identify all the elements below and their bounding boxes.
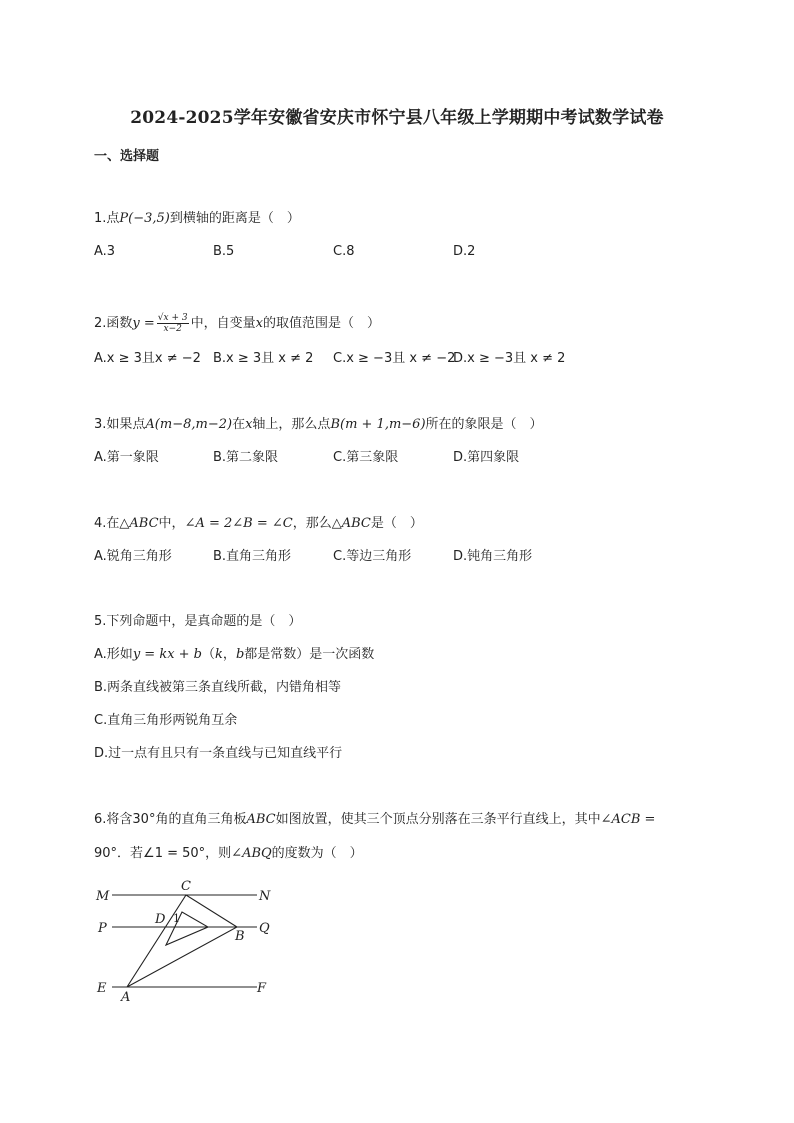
question-1-stem <box>94 210 300 228</box>
q2-option-d: D.x ≥ −3且 x ≠ 2 <box>453 351 566 366</box>
q3-option-a: A.第一象限 <box>94 450 159 465</box>
q2-fraction <box>157 313 189 334</box>
label-f: F <box>257 981 267 996</box>
q6-text-a: 6.将含30°角的直角三角板 <box>94 812 247 827</box>
q5-opt-a-math: y = kx + b <box>132 647 203 662</box>
q4-math-abc-2: ABC <box>341 516 371 531</box>
q5-option-d: D.过一点有且只有一条直线与已知直线平行 <box>94 746 343 761</box>
q2-text-c: 的取值范围是（ ） <box>262 316 380 331</box>
q6-math-abc: ABC <box>246 812 276 827</box>
q6-text-b: 如图放置，使其三个顶点分别落在三条平行直线上，其中 <box>275 812 601 827</box>
question-6-stem-line1 <box>94 811 655 829</box>
q5-opt-a-text-c: ， <box>222 647 236 662</box>
label-e: E <box>97 981 107 996</box>
q5-option-c: C.直角三角形两锐角互余 <box>94 713 238 728</box>
q3-text-b: 在 <box>232 417 246 432</box>
q2-option-c: C.x ≥ −3且 x ≠ −2 <box>333 351 456 366</box>
section-heading: 一、选择题 <box>94 149 160 164</box>
q4-text-a: 4.在△ <box>94 516 130 531</box>
question-6-stem-line2 <box>94 845 363 863</box>
q1-math: P(−3,5) <box>119 211 170 226</box>
q2-fraction-numerator: √x + 3 <box>157 313 188 323</box>
q1-option-c: C.8 <box>333 244 355 259</box>
question-5-stem: 5.下列命题中，是真命题的是（ ） <box>94 614 302 629</box>
q4-math-angles: ∠A = 2∠B = ∠C <box>184 516 293 531</box>
q4-option-c: C.等边三角形 <box>333 549 412 564</box>
q4-option-a: A.锐角三角形 <box>94 549 172 564</box>
label-m: M <box>96 889 110 904</box>
q5-opt-a-text-d: 都是常数）是一次函数 <box>244 647 375 662</box>
q2-fraction-denominator: x−2 <box>163 324 182 334</box>
label-b: B <box>235 929 245 944</box>
q6-text-c: 90°．若∠1 = 50°，则 <box>94 846 232 861</box>
q3-math-a: A(m−8,m−2) <box>145 417 233 432</box>
label-d: D <box>155 912 166 927</box>
q4-text-d: 是（ ） <box>370 516 423 531</box>
q3-text-c: 轴上，那么点 <box>252 417 331 432</box>
q4-math-abc: ABC <box>129 516 159 531</box>
label-q: Q <box>259 921 270 936</box>
q5-opt-a-math-k: k <box>215 647 223 662</box>
question-3-stem <box>94 416 543 434</box>
q3-math-x: x <box>245 417 253 432</box>
q3-text-a: 3.如果点 <box>94 417 146 432</box>
q4-text-c: ，那么△ <box>292 516 342 531</box>
label-n: N <box>259 889 271 904</box>
q5-opt-a-math-b: b <box>235 647 245 662</box>
q3-math-b: B(m + 1,m−6) <box>330 417 426 432</box>
q5-option-a <box>94 646 374 664</box>
q6-geometry-figure <box>92 872 292 1007</box>
q6-math-abq: ∠ABQ <box>231 846 272 861</box>
q1-text-b: 到横轴的距离是（ ） <box>169 211 300 226</box>
q1-option-a: A.3 <box>94 244 116 259</box>
q6-math-acb: ∠ACB = <box>600 812 656 827</box>
triangle-abc <box>127 895 237 987</box>
q2-math-x: x <box>255 316 263 331</box>
q2-option-a: A.x ≥ 3且x ≠ −2 <box>94 351 201 366</box>
q2-math-y: y = <box>132 316 155 331</box>
q5-option-b: B.两条直线被第三条直线所截，内错角相等 <box>94 680 342 695</box>
q2-text-a: 2.函数 <box>94 316 133 331</box>
q1-text-a: 1.点 <box>94 211 120 226</box>
question-4-stem <box>94 515 423 533</box>
question-2-stem <box>94 313 380 334</box>
q4-option-b: B.直角三角形 <box>213 549 292 564</box>
q3-option-b: B.第二象限 <box>213 450 279 465</box>
label-a: A <box>121 990 131 1005</box>
label-angle-1: 1 <box>173 912 180 925</box>
q3-option-d: D.第四象限 <box>453 450 520 465</box>
label-c: C <box>181 879 191 894</box>
q6-text-d: 的度数为（ ） <box>271 846 363 861</box>
q2-text-b: 中，自变量 <box>190 316 256 331</box>
q1-option-b: B.5 <box>213 244 235 259</box>
q4-text-b: 中， <box>158 516 185 531</box>
q4-option-d: D.钝角三角形 <box>453 549 533 564</box>
q2-option-b: B.x ≥ 3且 x ≠ 2 <box>213 351 314 366</box>
q1-option-d: D.2 <box>453 244 476 259</box>
q5-opt-a-text-a: A.形如 <box>94 647 133 662</box>
q5-opt-a-text-b: （ <box>202 647 216 662</box>
page-title: 2024-2025学年安徽省安庆市怀宁县八年级上学期期中考试数学试卷 <box>130 108 664 128</box>
q3-text-d: 所在的象限是（ ） <box>425 417 543 432</box>
q3-option-c: C.第三象限 <box>333 450 399 465</box>
label-p: P <box>98 921 107 936</box>
